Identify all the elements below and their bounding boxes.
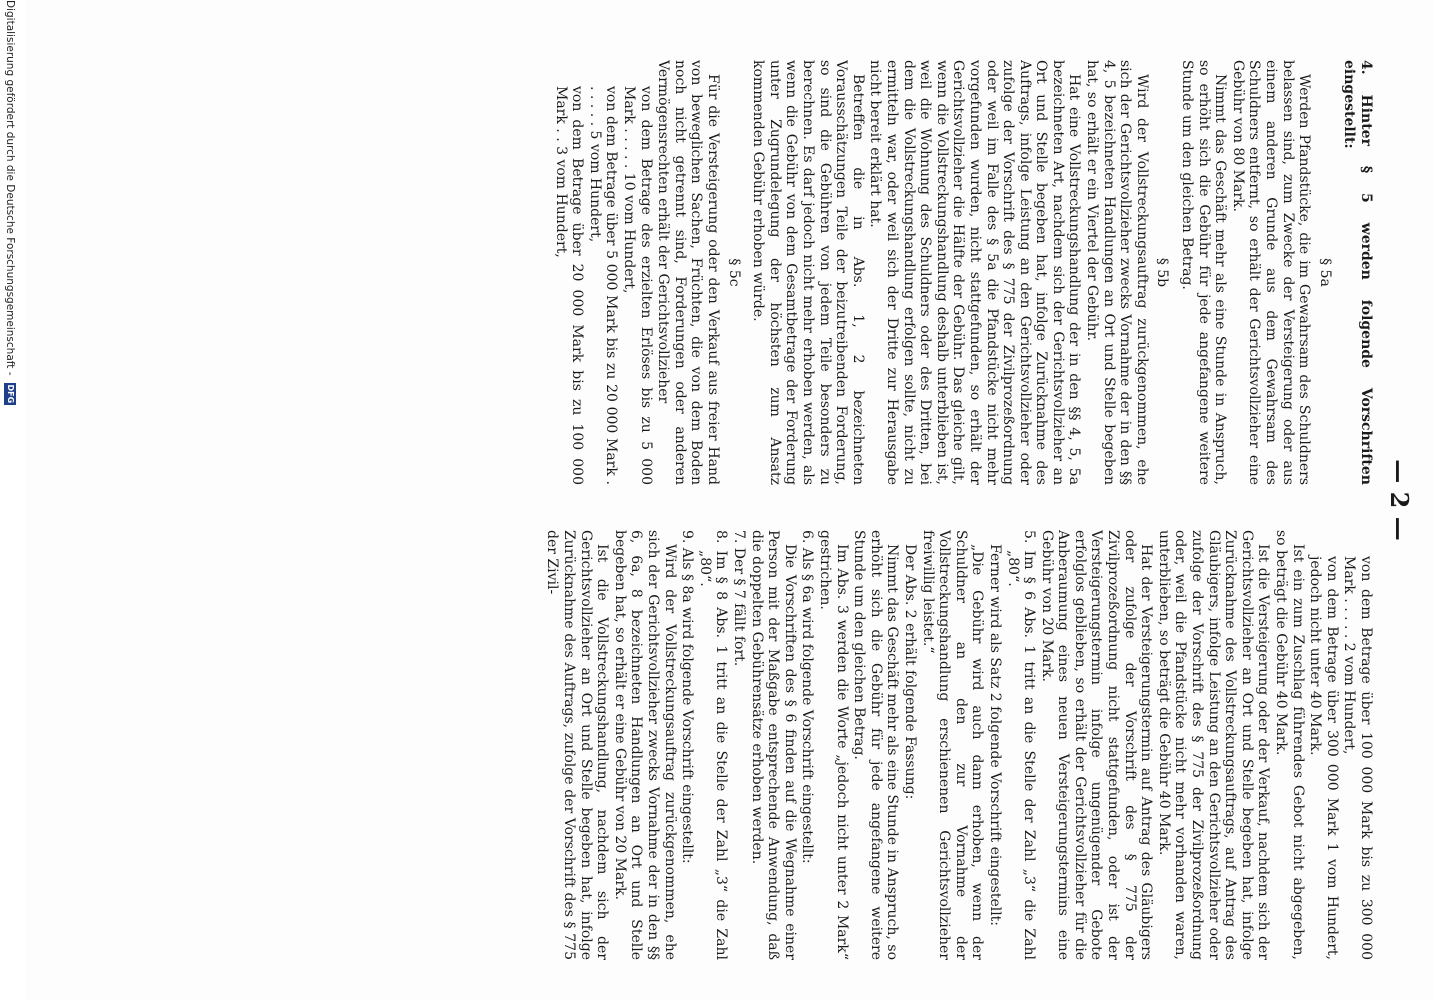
paragraph: „Die Gebühr wird auch dann erhoben, wenn der Schuldner an den zur Vornahme der Vollstreckungshandlung erschienenen Gerichtsvollzieher freiwillig leistet.“ — [919, 530, 986, 960]
section-heading: § 5c — [725, 258, 742, 287]
paragraph: Nimmt das Geschäft mehr als eine Stunde in Anspruch, so erhöht sich die Gebühr für jede angefangene weitere Stunde um den gleichen Betrag. — [1179, 60, 1229, 485]
paragraph: von dem Betrage über 100 000 Mark bis zu 300 000 Mark . . . . . 2 vom Hundert, — [1341, 556, 1374, 960]
paragraph: Der Abs. 2 erhält folgende Fassung: — [901, 544, 918, 800]
paragraph: Die Vorschriften des § 6 finden auf die Wegnahme einer Person mit der Maßgabe entsprechende Anwendung, daß die doppelten Gebührensätze erhoben werden. — [748, 530, 798, 960]
paragraph: Werden Pfandstücke, die im Gewahrsam des Schuldners belassen sind, zum Zwecke der Versteigerung oder aus einem anderen Grunde aus dem Gewahrsam des Schuldners entfernt, so erhält der Gerichtsvollzieher eine Gebühr von 80 Mark. — [1229, 60, 1313, 485]
paragraph: Ist die Versteigerung oder der Verkauf, nachdem sich der Gerichtsvollzieher an Ort und Stelle begeben hat, infolge Zurücknahme des Vollstreckungsauftrags, auf Antrag des Gläubigers, infolge Leistung an den Gerichtsvollzieher oder zufolge der Vorschrift des § 775 der Zivilprozeßordnung oder, weil die Pfandstücke nicht mehr vorhanden waren, unterblieben, so beträgt die Gebühr 40 Mark. — [1155, 530, 1272, 960]
paragraph: von dem Betrage des erzielten Erlöses bis zu 5 000 Mark . . . . . 10 vom Hundert, — [621, 86, 654, 485]
paragraph: 7. Der § 7 fällt fort. — [731, 530, 748, 667]
paragraph: Wird der Vollstreckungsauftrag zurückgenommen, ehe sich der Gerichtsvollzieher zwecks Vornahme der in den §§ 4, 5 bezeichneten Handlungen an Ort und Stelle begeben hat, so erhält er ein Viertel der Gebühr. — [1084, 60, 1150, 485]
paragraph: Hat der Versteigerungstermin auf Antrag des Gläubigers oder zufolge der Vorschrift des § 775 der Zivilprozeßordnung nicht stattgefunden, oder ist der Versteigerungstermin infolge ungenügender Gebote erfolglos geblieben, so erhält der Gerichtsvollzieher für die Anberaumung eines neuen Versteigerungstermins eine Gebühr von 20 Mark. — [1038, 530, 1155, 960]
paragraph: von dem Betrage über 300 000 Mark 1 vom Hundert, jedoch nicht unter 40 Mark. — [1307, 556, 1340, 960]
paragraph: 9. Als § 8a wird folgende Vorschrift eingestellt: — [679, 530, 696, 864]
right-text-column — [30, 530, 1374, 960]
page-number: — 2 — — [1385, 459, 1414, 541]
left-text-column — [30, 60, 1374, 485]
footer-credit-text: Digitalisierung gefördert durch die Deutsche Forschungsgemeinschaft - — [4, 0, 16, 376]
paragraph: Im Abs. 3 werden die Worte „jedoch nicht unter 2 Mark“ gestrichen. — [817, 530, 850, 960]
digitization-footer — [0, 0, 26, 1000]
paragraph: Ist ein zum Zuschlag führendes Gebot nicht abgegeben, so beträgt die Gebühr 40 Mark. — [1273, 530, 1306, 960]
paragraph: Für die Versteigerung oder den Verkauf aus freier Hand von beweglichen Sachen, Früchten, die von dem Boden noch nicht getrennt sind, Forderungen oder anderen Vermögensrechten erhält der Gerichtsvollzieher — [655, 60, 722, 485]
paragraph: Nimmt das Geschäft mehr als eine Stunde in Anspruch, so erhöht sich die Gebühr für jede angefangene weitere Stunde um den gleichen Betrag. — [851, 530, 901, 960]
paragraph: Ferner wird als Satz 2 folgende Vorschrift eingestellt: — [986, 544, 1003, 927]
paragraph: 8. Im § 8 Abs. 1 tritt an die Stelle der Zahl „3“ die Zahl „80“. — [696, 530, 730, 960]
paragraph: von dem Betrage über 5 000 Mark bis zu 20 000 Mark . . . . . . 5 vom Hundert, — [586, 86, 620, 485]
section-heading: § 5b — [1154, 257, 1171, 288]
paragraph: 4. Hinter § 5 werden folgende Vorschriften eingestellt: — [1341, 60, 1374, 485]
paragraph: 5. Im § 6 Abs. 1 tritt an die Stelle der Zahl „3“ die Zahl „80“. — [1004, 530, 1038, 960]
paragraph: Hat eine Vollstreckungshandlung der in den §§ 4, 5, 5a bezeichneten Art, nachdem sich der Gerichtsvollzieher an Ort und Stelle begeben hat, infolge Zurücknahme des Auftrags, infolge Leistung an den Gerichtsvollzieher oder zufolge der Vorschrift des § 775 der Zivilprozeßordnung oder weil im Falle des § 5a die Pfandstücke nicht mehr vorgefunden wurden, nicht stattgefunden, so erhält der Gerichtsvollzieher die Hälfte der Gebühr. Das gleiche gilt, wenn die Vollstreckungshandlung deshalb unterblieben ist, weil die Wohnung des Schuldners oder des Dritten, bei dem die Vollstreckungshandlung erfolgen sollte, nicht zu ermitteln war, oder weil sich der Dritte zur Herausgabe nicht bereit erklärt hat. — [867, 60, 1083, 485]
dfg-logo: DFG — [6, 384, 15, 404]
paragraph: von dem Betrage über 20 000 Mark bis zu 100 000 Mark . . 3 vom Hundert, — [552, 86, 586, 485]
paragraph: 6. Als § 6a wird folgende Vorschrift eingestellt: — [799, 530, 816, 864]
paragraph: Betreffen die in Abs. 1, 2 bezeichneten Vorausschätzungen Teile der beizutreibenden Forderung, so sind die Gebühren von jedem Teile besonders zu berechnen. Es darf jedoch nicht mehr erhoben werden, als wenn die Gebühr von dem Gesamtbetrage der Forderung unter Zugrundelegung der höchsten zum Ansatz kommenden Gebühr erhoben würde. — [750, 60, 866, 485]
paragraph: Ist die Vollstreckungshandlung, nachdem sich der Gerichtsvollzieher an Ort und Stelle begeben hat, infolge Zurücknahme des Auftrags, zufolge der Vorschrift des § 775 der Zivil- — [544, 530, 611, 960]
paragraph: Wird der Vollstreckungsauftrag zurückgenommen, ehe sich der Gerichtsvollzieher zwecks Vornahme der in den §§ 6, 6a, 8 bezeichneten Handlungen an Ort und Stelle begeben hat, so erhält er eine Gebühr von 20 Mark. — [611, 530, 678, 960]
section-heading: § 5a — [1316, 258, 1333, 287]
